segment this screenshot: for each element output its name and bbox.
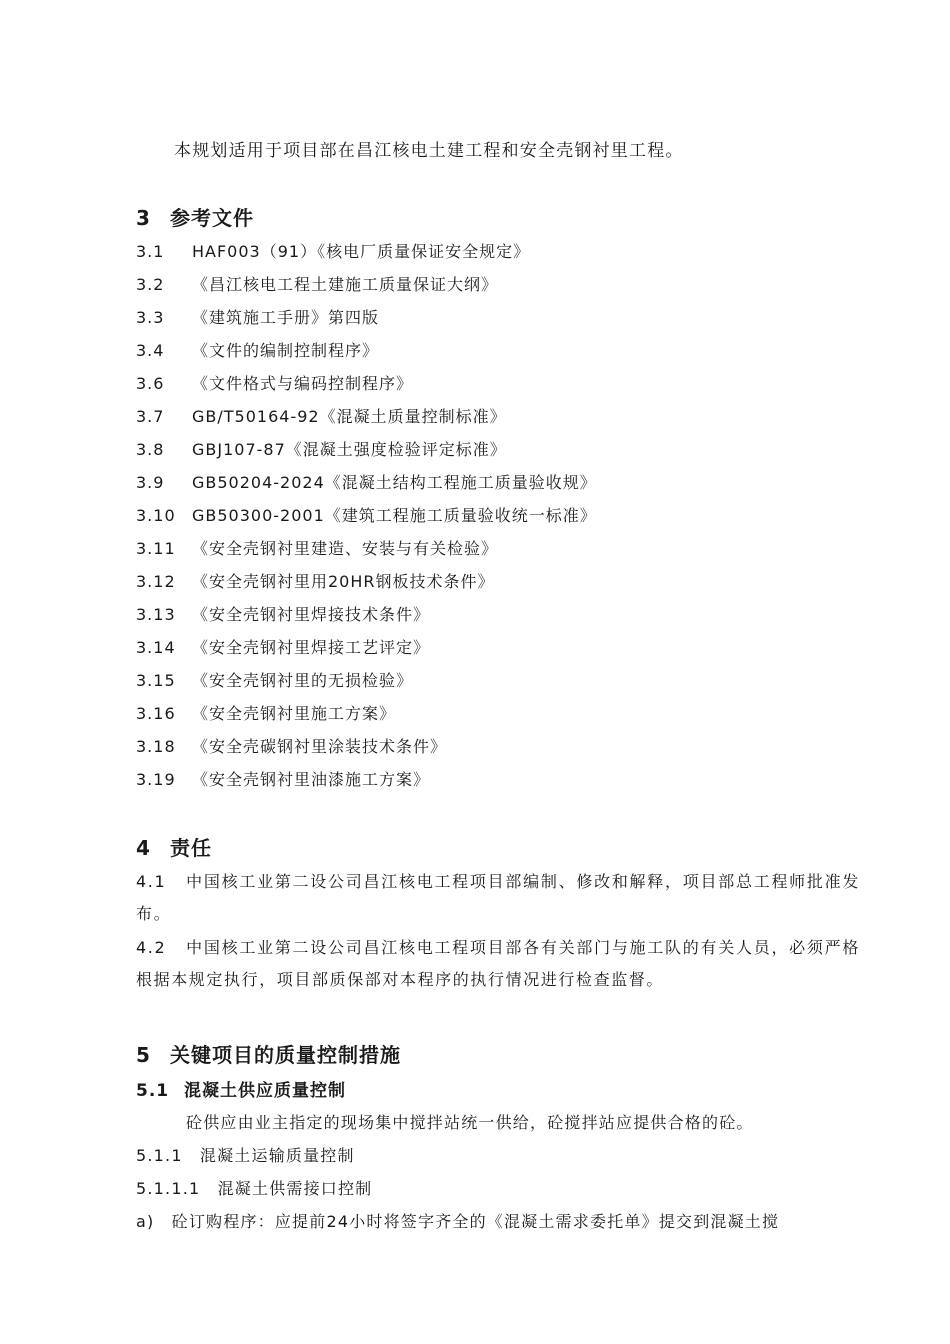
section-number: 4 (136, 836, 151, 860)
item-text: 《安全壳碳钢衬里涂装技术条件》 (192, 737, 448, 756)
item-text: GB50300-2001《建筑工程施工质量验收统一标准》 (192, 506, 597, 525)
list-item (136, 240, 597, 273)
section-number: 5 (136, 1043, 151, 1067)
item-text: 《文件格式与编码控制程序》 (192, 374, 414, 393)
item-text: 《文件的编制控制程序》 (192, 341, 380, 360)
item-number: 3.4 (136, 341, 165, 360)
list-item (136, 603, 597, 636)
item-number: 3.11 (136, 539, 176, 558)
subsection-5-1-1: 5.1.1 混凝土运输质量控制 (136, 1146, 355, 1165)
list-item (136, 537, 597, 570)
list-item (136, 768, 597, 801)
list-item (136, 570, 597, 603)
item-text: 《安全壳钢衬里用20HR钢板技术条件》 (192, 572, 495, 591)
list-item (136, 438, 597, 471)
item-number: 3.16 (136, 704, 176, 723)
item-text: HAF003（91）《核电厂质量保证安全规定》 (192, 242, 531, 261)
item-text: 《昌江核电工程土建施工质量保证大纲》 (192, 275, 499, 294)
item-text: 《安全壳钢衬里建造、安装与有关检验》 (192, 539, 499, 558)
subsection-number: 5.1 (136, 1081, 170, 1101)
item-text: GBJ107-87《混凝土强度检验评定标准》 (192, 440, 507, 459)
item-number: 3.10 (136, 506, 176, 525)
list-item (136, 339, 597, 372)
item-number: 3.1 (136, 242, 165, 261)
list-item (136, 471, 597, 504)
list-item (136, 636, 597, 669)
list-item (136, 372, 597, 405)
paragraph-number: 4.2 (136, 938, 167, 957)
item-text: 《安全壳钢衬里施工方案》 (192, 704, 397, 723)
item-number: 3.14 (136, 638, 176, 657)
subsection-5-1-heading (136, 1076, 346, 1101)
section-4-heading (136, 832, 212, 861)
list-item (136, 702, 597, 735)
item-number: 3.7 (136, 407, 165, 426)
list-item (136, 405, 597, 438)
item-text: 《安全壳钢衬里焊接工艺评定》 (192, 638, 431, 657)
responsibility-paragraph-2 (136, 932, 860, 996)
responsibility-paragraph-1 (136, 866, 860, 930)
reference-list (136, 240, 597, 801)
item-number: 3.9 (136, 473, 165, 492)
section-number: 3 (136, 206, 151, 230)
item-text: GB50204-2024《混凝土结构工程施工质量验收规》 (192, 473, 597, 492)
subsection-5-1-1-1: 5.1.1.1 混凝土供需接口控制 (136, 1179, 373, 1198)
list-item (136, 306, 597, 339)
item-text: 《安全壳钢衬里油漆施工方案》 (192, 770, 431, 789)
item-text: GB/T50164-92《混凝土质量控制标准》 (192, 407, 507, 426)
item-number: 3.8 (136, 440, 165, 459)
subsection-title: 混凝土供应质量控制 (184, 1081, 346, 1101)
section-title: 责任 (170, 836, 212, 860)
item-number: 3.15 (136, 671, 176, 690)
item-number: 3.6 (136, 374, 165, 393)
section-3-heading (136, 202, 254, 231)
item-text: 《建筑施工手册》第四版 (192, 308, 380, 327)
item-number: 3.19 (136, 770, 176, 789)
item-number: 3.12 (136, 572, 176, 591)
item-number: 3.18 (136, 737, 176, 756)
section-title: 关键项目的质量控制措施 (170, 1043, 401, 1067)
paragraph-text: 中国核工业第二设公司昌江核电工程项目部各有关部门与施工队的有关人员，必须严格根据本规定执行，项目部质保部对本程序的执行情况进行检查监督。 (136, 938, 860, 989)
list-item (136, 504, 597, 537)
section-5-heading (136, 1039, 401, 1068)
paragraph-text: 中国核工业第二设公司昌江核电工程项目部编制、修改和解释，项目部总工程师批准发布。 (136, 872, 860, 923)
concrete-supply-paragraph: 砼供应由业主指定的现场集中搅拌站统一供给，砼搅拌站应提供合格的砼。 (186, 1113, 754, 1132)
intro-paragraph: 本规划适用于项目部在昌江核电土建工程和安全壳钢衬里工程。 (174, 141, 684, 161)
list-item-a: a) 砼订购程序：应提前24小时将签字齐全的《混凝土需求委托单》提交到混凝土搅 (136, 1212, 780, 1231)
item-number: 3.13 (136, 605, 176, 624)
item-text: 《安全壳钢衬里焊接技术条件》 (192, 605, 431, 624)
list-item (136, 669, 597, 702)
list-item (136, 735, 597, 768)
item-text: 《安全壳钢衬里的无损检验》 (192, 671, 414, 690)
section-title: 参考文件 (170, 206, 254, 230)
item-number: 3.3 (136, 308, 165, 327)
item-number: 3.2 (136, 275, 165, 294)
paragraph-number: 4.1 (136, 872, 167, 891)
list-item (136, 273, 597, 306)
